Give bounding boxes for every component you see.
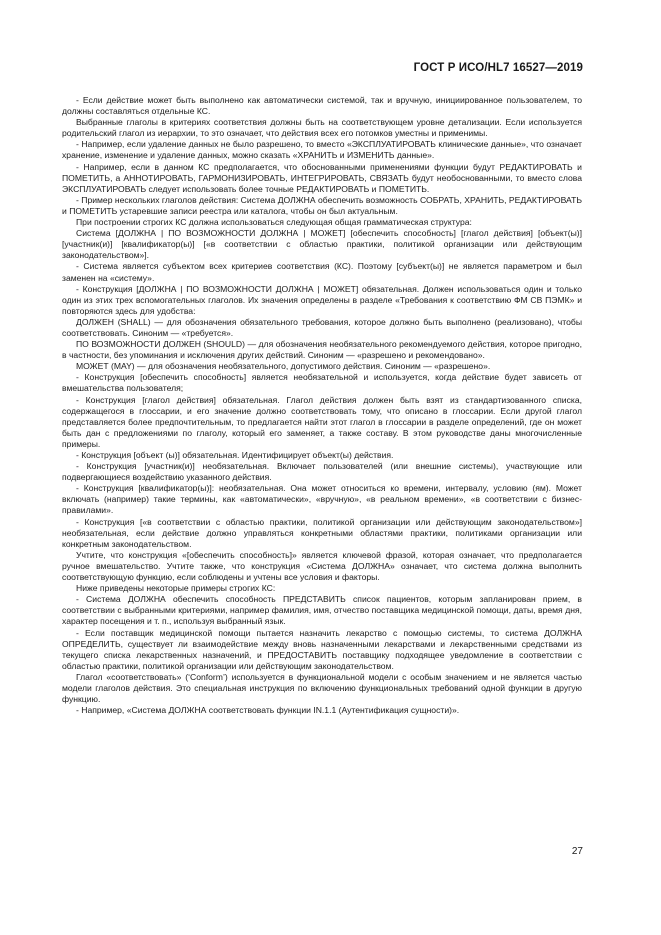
- document-code-header: ГОСТ Р ИСО/HL7 16527—2019: [413, 62, 583, 74]
- page-number: 27: [571, 846, 583, 857]
- paragraph: Учтите, что конструкция «[обеспечить способность]» является ключевой фразой, которая означает, что предполагается ручное вмешательство. Учтите также, что конструкция «Система ДОЛЖНА» означает, что система должна выполнить соответствующую функцию, если соблюдены и учтены все условия и факторы.: [62, 549, 582, 583]
- paragraph: При построении строгих КС должна использоваться следующая общая грамматическая структура:: [76, 217, 472, 228]
- paragraph: - Конструкция [квалификатор(ы)]: необязательная. Она может относиться ко времени, интервалу, условию (ям). Может включать (например) такие термины, как «автоматически», «вручную», «в реальном времени», «в соответствии с бизнес-правилами».: [62, 483, 582, 516]
- paragraph: - Например, если в данном КС предполагается, что обоснованными применениями функции будут РЕДАКТИРОВАТЬ и ПОМЕТИТЬ, а АННОТИРОВАТЬ, ГАРМОНИЗИРОВАТЬ, ИНТЕГРИРОВАТЬ, СВЯЗАТЬ будут необоснованными, то вместо слова ЭКСПЛУАТИРОВАТЬ следует использовать более точные РЕДАКТИРОВАТЬ и ПОМЕТИТЬ.: [62, 161, 582, 194]
- paragraph: ПО ВОЗМОЖНОСТИ ДОЛЖЕН (SHOULD) — для обозначения необязательного рекомендуемого действия, которое пригодно, в частности, без упоминания и исключения других действий. Синоним — «разрешено и рекомендовано».: [62, 339, 582, 361]
- paragraph: - Конструкция [ДОЛЖНА | ПО ВОЗМОЖНОСТИ ДОЛЖНА | МОЖЕТ] обязательная. Должен использоваться один и только один из этих трех вспомогательных глаголов. Их значения определены в разделе «Требования к соответствию ФМ СВ ПЭМК» и повторяются здесь для удобства:: [62, 283, 582, 316]
- paragraph: - Конструкция [обеспечить способность] является необязательной и используется, когда действие будет зависеть от вмешательства пользователя;: [62, 372, 582, 394]
- paragraph: ДОЛЖЕН (SHALL) — для обозначения обязательного требования, которое должно быть выполнено (реализовано), чтобы соответствовать. Синоним — «требуется».: [62, 316, 582, 338]
- paragraph: - Конструкция [объект (ы)] обязательная. Идентифицирует объект(ы) действия.: [76, 450, 394, 460]
- paragraph: Ниже приведены некоторые примеры строгих КС:: [76, 583, 276, 594]
- paragraph: - Например, «Система ДОЛЖНА соответствовать функции IN.1.1 (Аутентификация сущности)».: [76, 705, 460, 716]
- body-text: [62, 95, 582, 716]
- paragraph: - Система ДОЛЖНА обеспечить способность ПРЕДСТАВИТЬ список пациентов, которым запланирован прием, в соответствии с выбранными критериями, например фамилия, имя, отчество поставщика медицинской помощи, даты, время дня, характер посещения и т. п., используя выбранный язык.: [62, 594, 582, 627]
- paragraph: - Конструкция [участник(и)] необязательная. Включает пользователей (или внешние системы), участвующие или подвергающиеся воздействию указанного действия.: [62, 461, 582, 483]
- paragraph: - Например, если удаление данных не было разрешено, то вместо «ЭКСПЛУАТИРОВАТЬ клинические данные», что означает хранение, изменение и удаление данных, можно сказать «ХРАНИТЬ и ИЗМЕНИТЬ данные».: [62, 139, 582, 161]
- paragraph: - Система является субъектом всех критериев соответствия (КС). Поэтому [субъект(ы)] не является параметром и был заменен на «систему».: [62, 261, 582, 283]
- paragraph: - Если поставщик медицинской помощи пытается назначить лекарство с помощью системы, то система ДОЛЖНА ОПРЕДЕЛИТЬ, существует ли взаимодействие между вновь назначенными лекарствами и лекарственными средствами из текущего списка лекарственных назначений, и ПРЕДОСТАВИТЬ поставщику подходящее уведомление в соответствии с областью практики, политикой организации или действующим законодательством.: [62, 627, 582, 671]
- paragraph: МОЖЕТ (MAY) — для обозначения необязательного, допустимого действия. Синоним — «разрешено».: [76, 361, 491, 372]
- paragraph: Система [ДОЛЖНА | ПО ВОЗМОЖНОСТИ ДОЛЖНА | МОЖЕТ] [обеспечить способность] [глагол действия] [объект(ы)] [участник(и)] [квалификатор(ы)] [«в соответствии с областью практики, политикой организации или действующим законодательством»].: [62, 228, 582, 261]
- paragraph: Выбранные глаголы в критериях соответствия должны быть на соответствующем уровне детализации. Если используется родительский глагол из иерархии, то это означает, что действия всех его потомков уместны и применимы.: [62, 117, 582, 139]
- paragraph: - Конструкция [«в соответствии с областью практики, политикой организации или действующим законодательством»] необязательная, если действие должно управляться конкретными областями практики, политиками организации или конкретным законодательством.: [62, 516, 582, 549]
- paragraph: - Если действие может быть выполнено как автоматически системой, так и вручную, инициированное пользователем, то должны составляться отдельные КС.: [62, 95, 582, 117]
- paragraph: Глагол «соответствовать» (‘Conform’) используется в функциональной модели с особым значением и не является частью модели глаголов действия. Это специальная инструкция по включению функциональных требований одной функции в другую функцию.: [62, 671, 582, 705]
- paragraph: - Пример нескольких глаголов действия: Система ДОЛЖНА обеспечить возможность СОБРАТЬ, ХРАНИТЬ, РЕДАКТИРОВАТЬ и ПОМЕТИТЬ устаревшие записи реестра или каталога, чтобы он был актуальным.: [62, 194, 582, 216]
- paragraph: - Конструкция [глагол действия] обязательная. Глагол действия должен быть взят из стандартизованного списка, содержащегося в глоссарии, и его значение должно соответствовать тому, что описано в глоссарии. Если другой глагол представляется более предпочтительным, то предлагается найти этот глагол в глоссарии в разделе определений, где он может быть дан с предложениями по глаголу, который его заменяет, а также составу. В этом руководстве даны многочисленные примеры.: [62, 394, 582, 449]
